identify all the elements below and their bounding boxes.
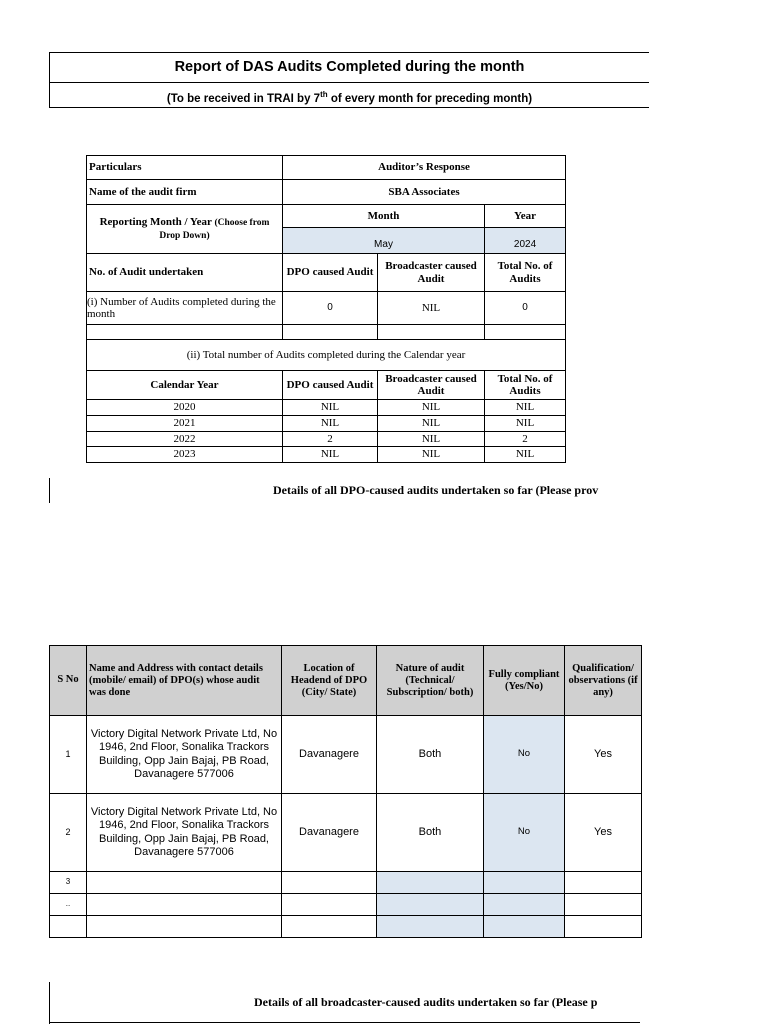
blank-cell bbox=[565, 894, 642, 916]
header-sno: S No bbox=[50, 646, 87, 716]
report-subtitle bbox=[49, 82, 649, 108]
calendar-dpo: NIL bbox=[283, 447, 378, 463]
calendar-total-label: (ii) Total number of Audits completed during the Calendar year bbox=[87, 340, 566, 371]
calendar-year-label: Calendar Year bbox=[87, 371, 283, 400]
month-header: Month bbox=[283, 205, 485, 228]
dpo-section-heading-clip bbox=[50, 483, 640, 501]
header-nature: Nature of audit (Technical/ Subscription/ both) bbox=[377, 646, 484, 716]
table-row bbox=[50, 894, 642, 916]
table-row bbox=[50, 872, 642, 894]
subtitle-text: (To be received in TRAI by 7 bbox=[166, 92, 321, 105]
blank-cell bbox=[87, 872, 282, 894]
blank-cell bbox=[282, 916, 377, 938]
blank-cell bbox=[87, 325, 283, 340]
table-header-row bbox=[50, 646, 642, 716]
firm-label: Name of the audit firm bbox=[87, 180, 283, 205]
row-compliant[interactable] bbox=[484, 872, 565, 894]
row-compliant[interactable]: No bbox=[484, 716, 565, 794]
blank-cell bbox=[283, 325, 378, 340]
cal-col-total: Total No. of Audits bbox=[485, 371, 566, 400]
row-name-address: Victory Digital Network Private Ltd, No 1946, 2nd Floor, Sonalika Trackors Building, Opp Jain Bajaj, PB Road, Davanagere 577006 bbox=[87, 716, 282, 794]
header-location: Location of Headend of DPO (City/ State) bbox=[282, 646, 377, 716]
row-compliant[interactable] bbox=[484, 916, 565, 938]
calendar-row bbox=[87, 432, 566, 447]
row-compliant[interactable]: No bbox=[484, 794, 565, 872]
blank-cell bbox=[565, 872, 642, 894]
row-qualification: Yes bbox=[565, 794, 642, 872]
row-sno: 3 bbox=[50, 872, 87, 894]
row-sno: 1 bbox=[50, 716, 87, 794]
calendar-row bbox=[87, 400, 566, 416]
blank-cell bbox=[565, 916, 642, 938]
reporting-label: Reporting Month / Year bbox=[99, 215, 212, 228]
calendar-broadcaster: NIL bbox=[378, 432, 485, 447]
row-nature: Both bbox=[377, 716, 484, 794]
calendar-dpo: NIL bbox=[283, 400, 378, 416]
broadcaster-section-heading: Details of all broadcaster-caused audits undertaken so far (Please p bbox=[254, 995, 598, 1009]
calendar-dpo: 2 bbox=[283, 432, 378, 447]
subtitle-tail: of every month for preceding month) bbox=[327, 92, 533, 105]
subtitle-superscript: th bbox=[320, 90, 328, 99]
blank-cell bbox=[378, 325, 485, 340]
month-dropdown[interactable]: May bbox=[283, 228, 485, 254]
cal-col-dpo: DPO caused Audit bbox=[283, 371, 378, 400]
calendar-dpo: NIL bbox=[283, 416, 378, 432]
summary-table bbox=[86, 155, 566, 463]
row-nature[interactable] bbox=[377, 894, 484, 916]
blank-cell bbox=[282, 894, 377, 916]
calendar-row bbox=[87, 447, 566, 463]
row-qualification: Yes bbox=[565, 716, 642, 794]
year-dropdown[interactable]: 2024 bbox=[485, 228, 566, 254]
reporting-hint: (Choose from Drop Down) bbox=[159, 217, 270, 241]
cal-col-broadcaster: Broadcaster caused Audit bbox=[378, 371, 485, 400]
calendar-broadcaster: NIL bbox=[378, 447, 485, 463]
calendar-total: NIL bbox=[485, 416, 566, 432]
month-dpo-value: 0 bbox=[283, 292, 378, 325]
calendar-broadcaster: NIL bbox=[378, 416, 485, 432]
col-total: Total No. of Audits bbox=[485, 254, 566, 292]
table-row bbox=[50, 716, 642, 794]
particulars-label: Particulars bbox=[87, 156, 283, 180]
row-nature[interactable] bbox=[377, 872, 484, 894]
section-bottom-rule bbox=[49, 1022, 640, 1023]
firm-value: SBA Associates bbox=[283, 180, 566, 205]
month-broadcaster-value: NIL bbox=[378, 292, 485, 325]
blank-cell bbox=[485, 325, 566, 340]
calendar-row bbox=[87, 416, 566, 432]
table-row bbox=[50, 794, 642, 872]
calendar-year: 2021 bbox=[87, 416, 283, 432]
blank-cell bbox=[282, 872, 377, 894]
audits-label: No. of Audit undertaken bbox=[87, 254, 283, 292]
blank-cell bbox=[87, 894, 282, 916]
row-sno: 2 bbox=[50, 794, 87, 872]
month-row-label: (i) Number of Audits completed during the month bbox=[87, 292, 283, 325]
row-sno: .. bbox=[50, 894, 87, 916]
header-name: Name and Address with contact details (mobile/ email) of DPO(s) whose audit was done bbox=[87, 646, 282, 716]
header-qualification: Qualification/ observations (if any) bbox=[565, 646, 642, 716]
month-total-value: 0 bbox=[485, 292, 566, 325]
blank-cell bbox=[87, 916, 282, 938]
header-compliant: Fully compliant (Yes/No) bbox=[484, 646, 565, 716]
dpo-audits-table bbox=[49, 645, 642, 938]
dpo-section-heading: Details of all DPO-caused audits undertaken so far (Please prov bbox=[273, 483, 599, 497]
report-title: Report of DAS Audits Completed during the month bbox=[49, 52, 649, 83]
row-name-address: Victory Digital Network Private Ltd, No 1946, 2nd Floor, Sonalika Trackors Building, Opp Jain Bajaj, PB Road, Davanagere 577006 bbox=[87, 794, 282, 872]
table-row bbox=[50, 916, 642, 938]
response-label: Auditor’s Response bbox=[283, 156, 566, 180]
row-nature: Both bbox=[377, 794, 484, 872]
reporting-label-cell bbox=[87, 205, 283, 254]
row-location: Davanagere bbox=[282, 794, 377, 872]
calendar-broadcaster: NIL bbox=[378, 400, 485, 416]
row-sno bbox=[50, 916, 87, 938]
year-header: Year bbox=[485, 205, 566, 228]
calendar-year: 2023 bbox=[87, 447, 283, 463]
calendar-total: NIL bbox=[485, 400, 566, 416]
col-dpo: DPO caused Audit bbox=[283, 254, 378, 292]
calendar-total: 2 bbox=[485, 432, 566, 447]
col-broadcaster: Broadcaster caused Audit bbox=[378, 254, 485, 292]
calendar-year: 2020 bbox=[87, 400, 283, 416]
row-compliant[interactable] bbox=[484, 894, 565, 916]
calendar-total: NIL bbox=[485, 447, 566, 463]
calendar-year: 2022 bbox=[87, 432, 283, 447]
broadcaster-section-heading-clip bbox=[50, 995, 640, 1013]
row-location: Davanagere bbox=[282, 716, 377, 794]
row-nature[interactable] bbox=[377, 916, 484, 938]
